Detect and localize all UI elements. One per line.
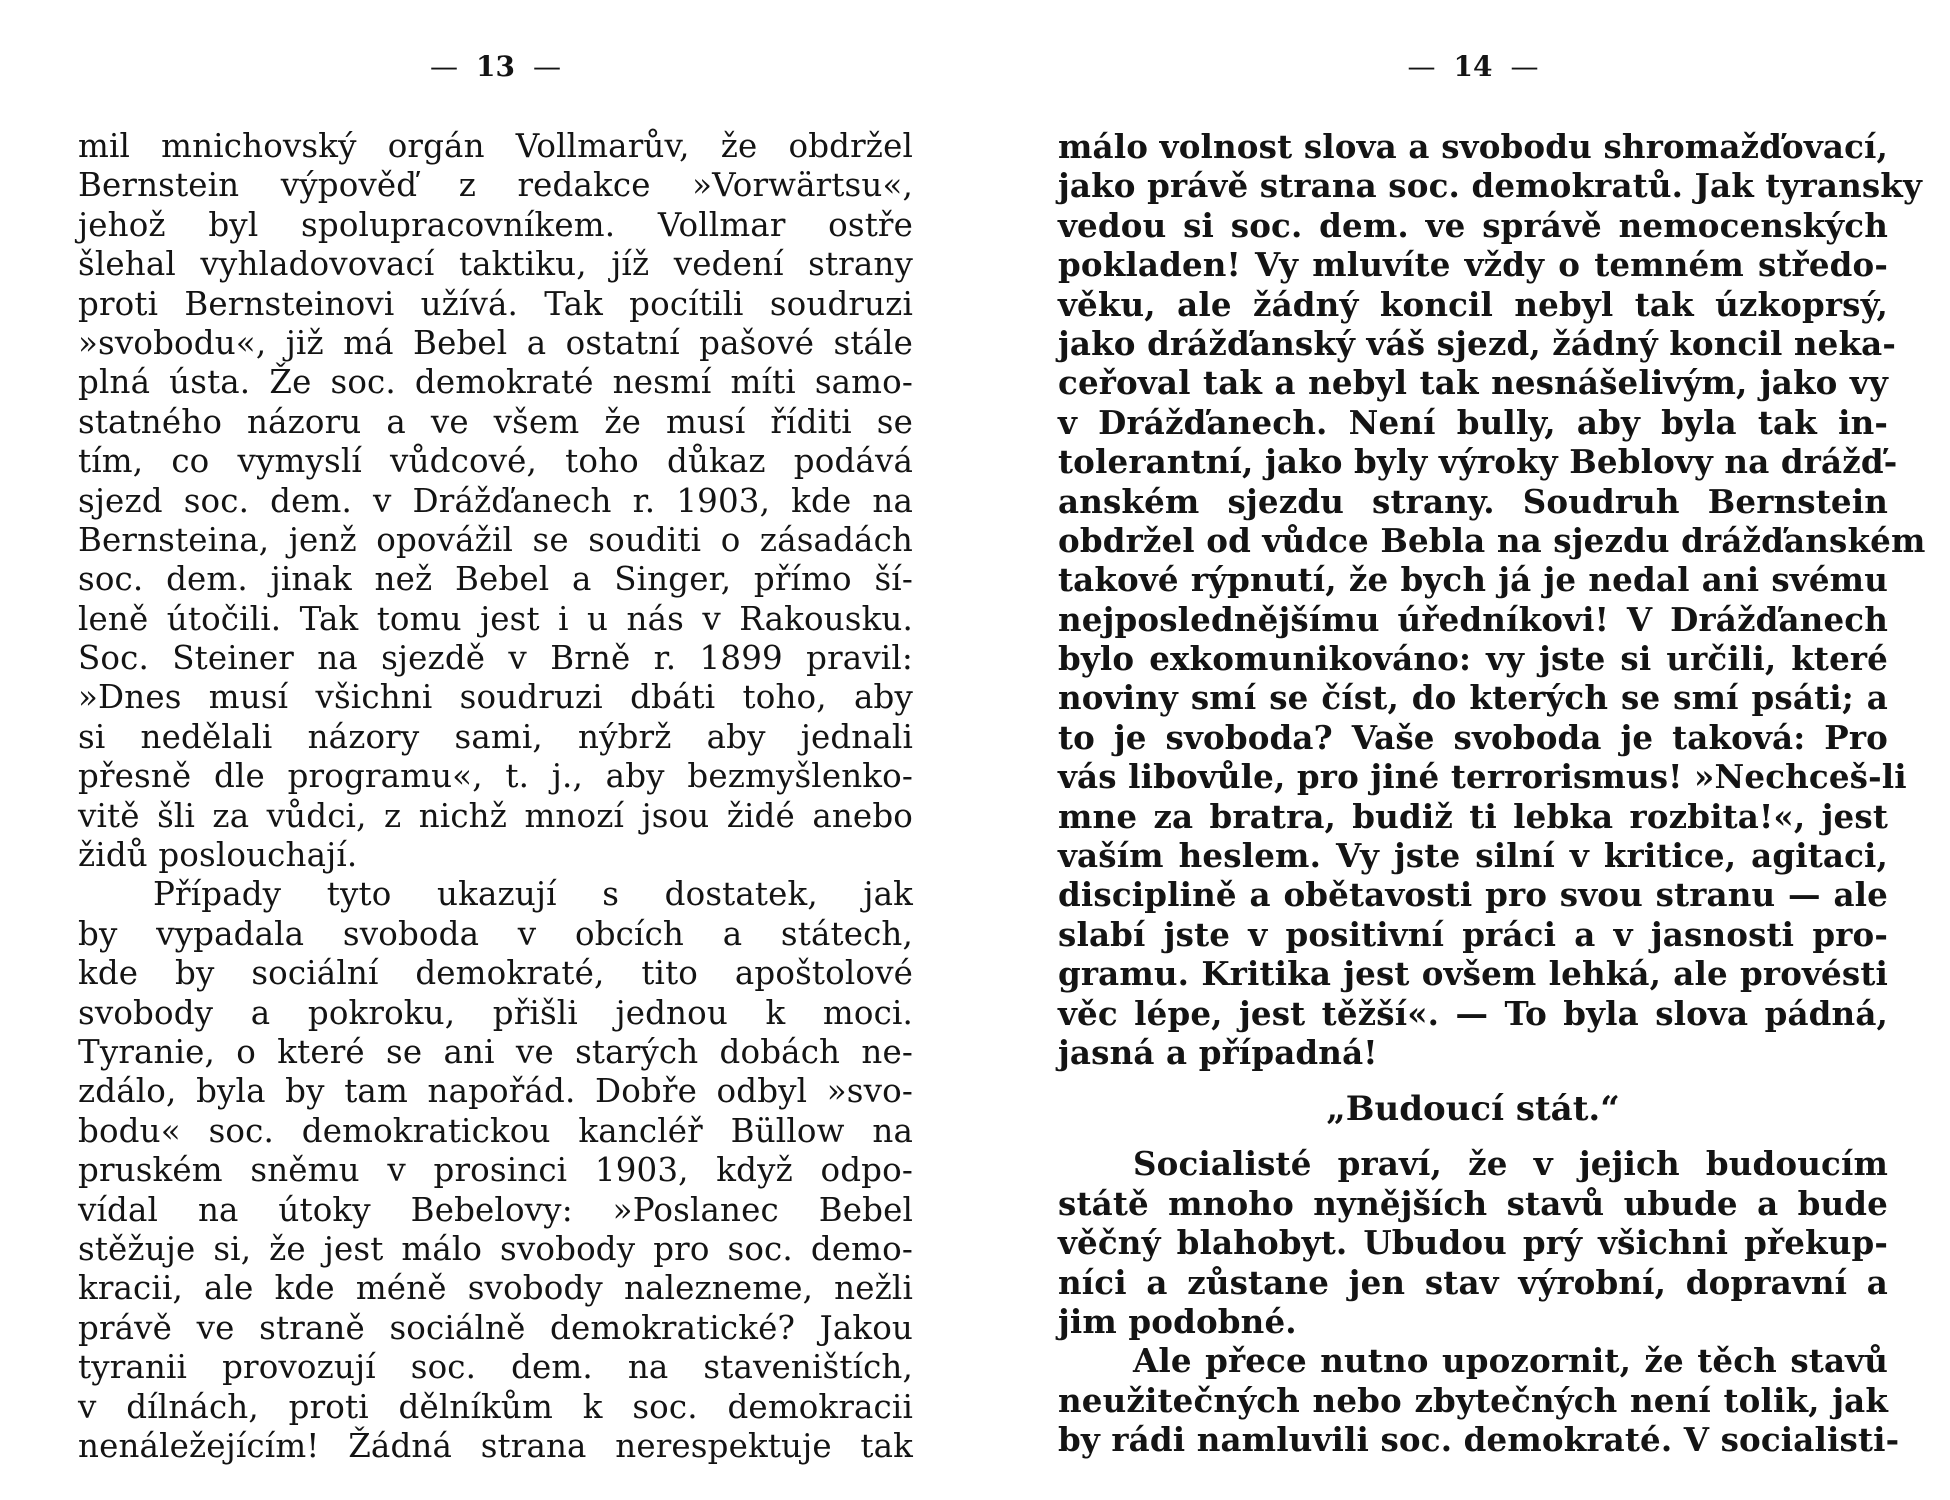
text-line: Soc. Steiner na sjezdě v Brně r. 1899 pravil:	[78, 639, 913, 678]
text-line: slabí jste v positivní práci a v jasnosti pro-	[1058, 914, 1888, 954]
text-line: mne za bratra, budiž ti lebka rozbita!«, jest	[1058, 796, 1888, 836]
text-line: vedou si soc. dem. ve správě nemocenských	[1058, 205, 1888, 245]
text-line: židů poslouchají.	[78, 836, 358, 875]
page-number-value: 14	[1453, 50, 1493, 83]
text-line: níci a zůstane jen stav výrobní, dopravní a	[1058, 1262, 1888, 1302]
text-line: pokladen! Vy mluvíte vždy o temném středo-	[1058, 245, 1888, 285]
text-line: »svobodu«, již má Bebel a ostatní pašové stále	[78, 323, 913, 362]
section-heading: „Budoucí stát.“	[1326, 1089, 1620, 1130]
text-line: věčný blahobyt. Ubudou prý všichni překup-	[1058, 1223, 1888, 1263]
text-line: jako právě strana soc. demokratů. Jak tyransky	[1058, 166, 1923, 206]
text-line: pruském sněmu v prosinci 1903, když odpo-	[78, 1151, 913, 1190]
text-line: přesně dle programu«, t. j., aby bezmyšlenko-	[78, 757, 913, 796]
text-line: Ale přece nutno upozornit, že těch stavů	[1133, 1341, 1888, 1381]
text-line: by vypadala svoboda v obcích a státech,	[78, 914, 913, 953]
text-line: stěžuje si, že jest málo svobody pro soc. demo-	[78, 1229, 913, 1268]
right-page-text	[1058, 127, 1926, 1460]
text-line: právě ve straně sociálně demokratické? Jakou	[78, 1308, 913, 1347]
text-line: Případy tyto ukazují s dostatek, jak	[153, 875, 913, 914]
text-line: nejposlednějšímu úředníkovi! V Drážďanech	[1058, 599, 1888, 639]
text-line: obdržel od vůdce Bebla na sjezdu drážďanském	[1058, 520, 1926, 560]
text-line: vídal na útoky Bebelovy: »Poslanec Bebel	[78, 1190, 913, 1229]
text-line: v dílnách, proti dělníkům k soc. demokracii	[78, 1387, 913, 1426]
page-number-value: 13	[476, 50, 515, 83]
text-line: tolerantní, jako byly výroky Beblovy na drážď-	[1058, 442, 1898, 482]
text-line: málo volnost slova a svobodu shromažďovací,	[1058, 127, 1888, 166]
right-page-text-before-heading	[1058, 127, 1926, 1072]
text-line: věc lépe, jest těžší«. — To byla slova pádná,	[1058, 993, 1888, 1033]
text-line: jehož byl spolupracovníkem. Vollmar ostře	[78, 205, 913, 244]
text-line: v Drážďanech. Není bully, aby byla tak in-	[1058, 402, 1888, 442]
text-line: takové rýpnutí, že bych já je nedal ani svému	[1058, 560, 1888, 600]
text-line: soc. dem. jinak než Bebel a Singer, přímo ší-	[78, 560, 913, 599]
text-line: mil mnichovský orgán Vollmarův, že obdržel	[78, 127, 913, 165]
text-line: leně útočili. Tak tomu jest i u nás v Rakousku.	[78, 599, 913, 638]
page-number-right	[1058, 50, 1888, 83]
text-line: tyranii provozují soc. dem. na staveništích,	[78, 1348, 913, 1387]
text-line: »Dnes musí všichni soudruzi dbáti toho, aby	[78, 678, 913, 717]
text-line: věku, ale žádný koncil nebyl tak úzkoprsý,	[1058, 284, 1888, 324]
text-line: ceřoval tak a nebyl tak nesnášelivým, jako vy	[1058, 363, 1888, 403]
page-number-dash: —	[1407, 50, 1436, 83]
text-line: noviny smí se číst, do kterých se smí psáti; a	[1058, 678, 1888, 718]
text-line: kracii, ale kde méně svobody nalezneme, nežli	[78, 1269, 913, 1308]
text-line: nenáležejícím! Žádná strana nerespektuje tak	[78, 1426, 913, 1465]
text-line: by rádi namluvili soc. demokraté. V socialisti-	[1058, 1420, 1900, 1460]
text-line: sjezd soc. dem. v Drážďanech r. 1903, kde na	[78, 481, 913, 520]
text-line: svobody a pokroku, přišli jednou k moci.	[78, 993, 913, 1032]
text-line: státě mnoho nynějších stavů ubude a bude	[1058, 1183, 1888, 1223]
right-page-text-after-heading	[1058, 1144, 1900, 1460]
page-number-dash: —	[1510, 50, 1539, 83]
text-line: gramu. Kritika jest ovšem lehká, ale provésti	[1058, 954, 1888, 994]
text-line: kde by sociální demokraté, tito apoštolové	[78, 954, 913, 993]
text-line: vás libovůle, pro jiné terrorismus! »Nechceš-li	[1058, 757, 1907, 797]
text-line: jim podobné.	[1058, 1301, 1297, 1341]
text-line: šlehal vyhladovovací taktiku, jíž vedení strany	[78, 245, 913, 284]
text-line: neužitečných nebo zbytečných není tolik, jak	[1058, 1380, 1888, 1420]
text-line: bodu« soc. demokratickou kancléř Büllow na	[78, 1111, 913, 1150]
text-line: vaším heslem. Vy jste silní v kritice, agitaci,	[1058, 836, 1888, 876]
text-line: statného názoru a ve všem že musí říditi se	[78, 402, 913, 441]
text-line: tím, co vymyslí vůdcové, toho důkaz podává	[78, 442, 913, 481]
left-page-text	[78, 127, 913, 1466]
text-line: Bernstein výpověď z redakce »Vorwärtsu«,	[78, 166, 913, 205]
text-line: jako drážďanský váš sjezd, žádný koncil neka-	[1058, 323, 1897, 363]
text-line: bylo exkomunikováno: vy jste si určili, které	[1058, 639, 1888, 679]
text-line: anském sjezdu strany. Soudruh Bernstein	[1058, 481, 1888, 521]
text-line: jasná a případná!	[1058, 1032, 1378, 1072]
page-number-left	[78, 50, 913, 83]
text-line: to je svoboda? Vaše svoboda je taková: Pro	[1058, 717, 1888, 757]
text-line: Socialisté praví, že v jejich budoucím	[1133, 1144, 1888, 1184]
text-line: si nedělali názory sami, nýbrž aby jednali	[78, 717, 913, 756]
text-line: Tyranie, o které se ani ve starých dobách ne-	[78, 1032, 913, 1071]
text-line: Bernsteina, jenž opovážil se souditi o zásadách	[78, 520, 913, 559]
text-line: vitě šli za vůdci, z nichž mnozí jsou židé anebo	[78, 796, 913, 835]
text-line: proti Bernsteinovi užívá. Tak pocítili soudruzi	[78, 284, 913, 323]
text-line: plná ústa. Že soc. demokraté nesmí míti samo-	[78, 363, 913, 402]
text-line: disciplině a obětavosti pro svou stranu — ale	[1058, 875, 1888, 915]
page-number-dash: —	[532, 50, 561, 83]
page-number-dash: —	[430, 50, 459, 83]
text-line: zdálo, byla by tam napořád. Dobře odbyl »svo-	[78, 1072, 913, 1111]
